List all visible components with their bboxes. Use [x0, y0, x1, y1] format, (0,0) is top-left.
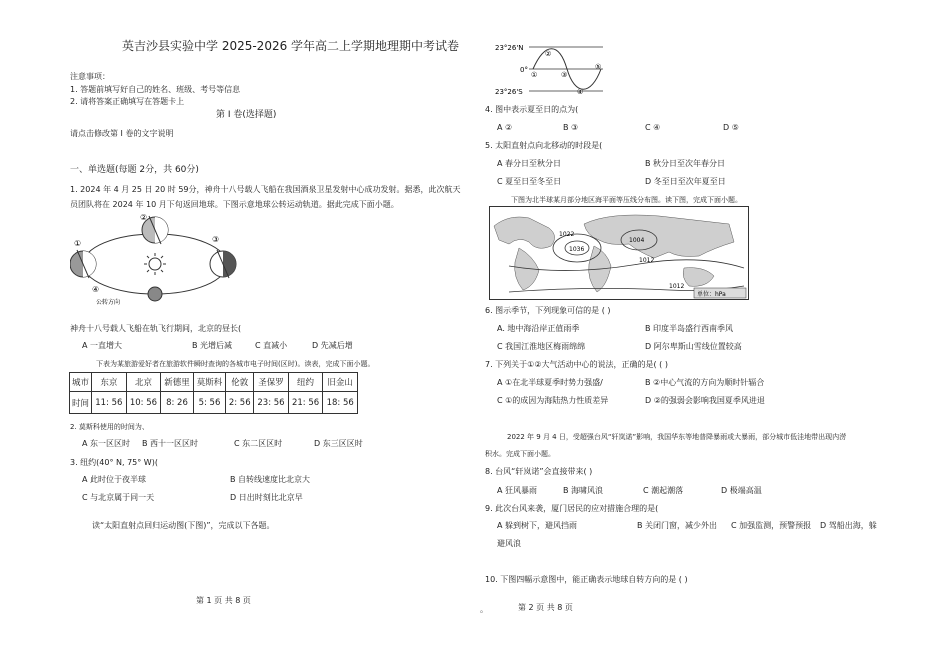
table-header-cell: 莫斯科 [193, 373, 226, 392]
q2-option-a: A 东一区区时 [82, 439, 131, 448]
q1-option-b: B 光增后减 [192, 341, 233, 350]
q4-option-a: A ② [497, 123, 513, 132]
q3-option-d: D 日出时刻比北京早 [230, 493, 303, 502]
q6-option-c: C 我国江淮地区梅雨绵绵 [497, 342, 586, 351]
table-cell: 21: 56 [288, 392, 323, 414]
exam-title: 英吉沙县实验中学 2025-2026 学年高二上学期地理期中考试卷 [122, 39, 460, 53]
q7-option-a: A ①在北半球夏季时势力强盛/ [497, 378, 603, 387]
q10-stem: 10. 下图四幅示意图中，能正确表示地球自转方向的是 ( ) [485, 575, 688, 584]
q9-option-d: D 驾船出海，躲 [820, 521, 877, 530]
notes-heading: 注意事项： [70, 72, 110, 81]
q3-option-b: B 自转线速度比北京大 [230, 475, 311, 484]
orbit-label-1: ① [74, 239, 82, 248]
map-intro: 下图为北半球某月部分地区海平面等压线分布图。读下图，完成下面小题。 [511, 196, 742, 204]
orbit-label-3: ③ [212, 235, 220, 244]
table-header-cell: 圣保罗 [254, 373, 289, 392]
q5-option-b: B 秋分日至次年春分日 [645, 159, 726, 168]
declination-point-5: ⑤ [595, 63, 602, 71]
declination-point-2: ② [545, 50, 552, 58]
q6-stem: 6. 图示季节，下列现象可信的是 ( ) [485, 306, 611, 315]
q4-option-d: D ⑤ [723, 123, 739, 132]
earth-right [210, 250, 236, 278]
q8-option-d: D 极端高温 [721, 486, 762, 495]
left-footer: 第 1 页 共 8 页 [196, 596, 251, 605]
declination-figure [495, 42, 635, 98]
table-cell: 8: 26 [161, 392, 194, 414]
orbit-caption: 公转方向 [96, 299, 121, 306]
q1-intro-line2: 员团队将在 2024 年 10 月下旬返回地球。下图示意地球公转运动轨道。据此完成下面小题。 [70, 200, 399, 209]
q8-option-a: A 狂风暴雨 [497, 486, 538, 495]
table-cell: 23: 56 [254, 392, 289, 414]
table-header-cell: 东京 [92, 373, 127, 392]
q9-option-d-continued: 避风浪 [497, 539, 521, 548]
right-footer: 第 2 页 共 8 页 [518, 603, 573, 612]
table-header-cell: 城市 [70, 373, 92, 392]
earth-bottom [148, 287, 162, 301]
q7-stem: 7. 下列关于①②大气活动中心的说法，正确的是( ( ) [485, 360, 668, 369]
q7-option-c: C ①的成因为海陆热力性质差异 [497, 396, 609, 405]
isobar-label-1004: 1004 [629, 237, 645, 244]
note-2: 2. 请将答案正确填写在答题卡上 [70, 97, 185, 106]
table-header-cell: 旧金山 [323, 373, 358, 392]
q4-intro: 读“太阳直射点回归运动图(下图)”，完成以下各题。 [92, 521, 275, 530]
q7-option-b: B ②中心气流的方向为顺时针辐合 [645, 378, 765, 387]
orbit-label-2: ② [140, 213, 148, 222]
table-cell: 10: 56 [126, 392, 161, 414]
q9-option-a: A 躲到树下，避风挡雨 [497, 521, 578, 530]
q6-option-d: D 阿尔卑斯山雪线位置较高 [645, 342, 742, 351]
q6-option-b: B 印度半岛盛行西南季风 [645, 324, 734, 333]
table-cell: 5: 56 [193, 392, 226, 414]
declination-top-label: 23°26'N [495, 44, 524, 52]
isobar-label-1012b: 1012 [669, 283, 685, 290]
declination-point-3: ③ [561, 71, 568, 79]
q6-option-a: A. 地中海沿岸正值雨季 [497, 324, 580, 333]
table-row [70, 373, 358, 392]
table-cell: 时间 [70, 392, 92, 414]
right-page [475, 0, 950, 672]
isobar-label-1022: 1022 [559, 231, 575, 238]
q1-option-c: C 直减小 [255, 341, 288, 350]
isobar-label-1012: 1012 [639, 257, 655, 264]
table-intro: 下表为某旅游爱好者在旅游软件瞬时查询的各城市电子时间(区时)。读表，完成下面小题。 [96, 360, 375, 368]
q8-option-c: C 潮起潮落 [643, 486, 684, 495]
q3-option-c: C 与北京属于同一天 [82, 493, 155, 502]
q2-option-d: D 东三区区时 [314, 439, 363, 448]
q1-option-d: D 先减后增 [312, 341, 353, 350]
q5-option-d: D 冬至日至次年夏至日 [645, 177, 726, 186]
q3-option-a: A 此时位于夜半球 [82, 475, 147, 484]
q4-stem: 4. 图中表示夏至日的点为( [485, 105, 579, 114]
q2-option-c: C 东二区区时 [234, 439, 283, 448]
q5-stem: 5. 太阳直射点向北移动的时段是( [485, 141, 603, 150]
earth-left [70, 250, 96, 278]
q9-option-c: C 加强监测，预警预报 [731, 521, 812, 530]
q3-stem: 3. 纽约(40° N, 75° W)( [70, 458, 158, 467]
table-header-cell: 伦敦 [226, 373, 254, 392]
q8-stem: 8. 台风“轩岚诺”会直接带来( ) [485, 467, 593, 476]
q8-intro-line2: 积水。完成下面小题。 [485, 450, 555, 458]
orbit-label-4: ④ [92, 285, 100, 294]
section-heading: 一、单选题(每题 2分，共 60分) [70, 165, 199, 175]
q9-option-b: B 关闭门窗，减少外出 [637, 521, 718, 530]
table-row [70, 392, 358, 414]
q1-stem: 神舟十八号载人飞船在轨飞行期间，北京的昼长( [70, 324, 242, 333]
declination-point-1: ① [531, 71, 538, 79]
table-header-cell: 北京 [126, 373, 161, 392]
q4-option-b: B ③ [563, 123, 579, 132]
q8-intro-line1: 2022 年 9 月 4 日，受超强台风“轩岚诺”影响，我国华东等地普降暴雨或大暴雨，部分城市低洼地带出现内涝 [507, 433, 847, 441]
isobar-label-1036: 1036 [569, 246, 585, 253]
note-1: 1. 答题前填写好自己的姓名、班级、考号等信息 [70, 85, 241, 94]
q8-option-b: B 海啸风浪 [563, 486, 604, 495]
q1-option-a: A 一直增大 [82, 341, 123, 350]
table-cell: 18: 56 [323, 392, 358, 414]
isobar-map [489, 206, 749, 300]
map-legend: 单位：hPa [697, 291, 726, 298]
table-cell: 2: 56 [226, 392, 254, 414]
sun-icon [144, 253, 166, 275]
declination-bottom-label: 23°26'S [495, 88, 523, 96]
table-header-cell: 纽约 [288, 373, 323, 392]
q2-stem: 2. 莫斯科使用的时间为、 [70, 423, 149, 431]
q9-stem: 9. 此次台风来袭，厦门居民的应对措施合理的是( [485, 504, 659, 513]
q2-option-b: B 西十一区区时 [142, 439, 199, 448]
declination-mid-label: 0° [520, 66, 528, 74]
q5-option-a: A 春分日至秋分日 [497, 159, 562, 168]
q7-option-d: D ②的强弱会影响我国夏季风进退 [645, 396, 765, 405]
q5-option-c: C 夏至日至冬至日 [497, 177, 562, 186]
page-separator-dot: 。 [480, 605, 488, 614]
timezone-table [69, 372, 358, 414]
table-cell: 11: 56 [92, 392, 127, 414]
table-header-cell: 新德里 [161, 373, 194, 392]
q1-intro-line1: 1. 2024 年 4 月 25 日 20 时 59分，神舟十八号载人飞船在我国酒泉卫星发射中心成功发射。据悉，此次航天 [70, 185, 461, 194]
volume-heading: 第 I 卷(选择题) [216, 110, 277, 120]
q4-option-c: C ④ [645, 123, 661, 132]
orbit-figure [70, 212, 240, 312]
declination-point-4: ④ [577, 88, 584, 96]
volume-instruction: 请点击修改第 I 卷的文字说明 [70, 129, 174, 138]
